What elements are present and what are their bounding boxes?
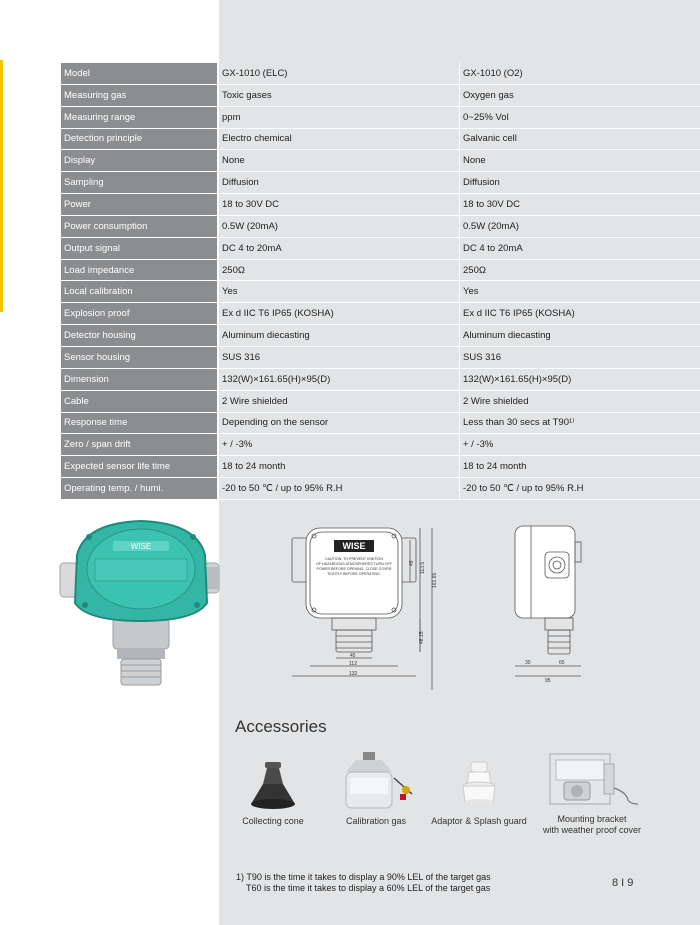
spec-value-elc: Aluminum diecasting: [218, 325, 460, 347]
dim-161-65: 161.65: [432, 572, 438, 588]
spec-label: Local calibration: [61, 281, 218, 303]
yellow-accent-bar: [0, 60, 3, 312]
dim-65: 65: [559, 660, 565, 666]
spec-value-elc: DC 4 to 20mA: [218, 237, 460, 259]
spec-value-o2: Oxygen gas: [460, 84, 700, 106]
spec-row: [61, 215, 700, 237]
page-numbers: 8 I 9: [612, 877, 634, 889]
spec-value-elc: Depending on the sensor: [218, 412, 460, 434]
caption-mounting-bracket-line-2: with weather proof cover: [542, 825, 642, 835]
spec-value-elc: Ex d IIC T6 IP65 (KOSHA): [218, 303, 460, 325]
spec-label: Operating temp. / humi.: [61, 478, 218, 500]
spec-value-elc: 132(W)×161.65(H)×95(D): [218, 368, 460, 390]
spec-value-o2: None: [460, 150, 700, 172]
spec-value-o2: -20 to 50 ℃ / up to 95% R.H: [460, 478, 700, 500]
spec-label: Zero / span drift: [61, 434, 218, 456]
dim-113-5: 113.5: [420, 561, 426, 574]
caption-adaptor-splash-guard: Adaptor & Splash guard: [431, 816, 527, 826]
spec-value-o2: Less than 30 secs at T90¹⁾: [460, 412, 700, 434]
caption-calibration-gas: Calibration gas: [345, 816, 407, 826]
collecting-cone-icon: [243, 756, 303, 812]
dim-112: 112: [349, 661, 357, 667]
spec-value-o2: 18 to 30V DC: [460, 194, 700, 216]
spec-value-elc: 0.5W (20mA): [218, 215, 460, 237]
footnote-line-2: T60 is the time it takes to display a 60% LEL of the target gas: [246, 883, 491, 893]
spec-label: Sensor housing: [61, 346, 218, 368]
mounting-bracket-icon: [542, 748, 642, 812]
spec-row: [61, 368, 700, 390]
spec-row: [61, 434, 700, 456]
dim-30: 30: [525, 660, 531, 666]
spec-label: Model: [61, 63, 218, 84]
spec-label: Load impedance: [61, 259, 218, 281]
spec-value-elc: 250Ω: [218, 259, 460, 281]
spec-label: Sampling: [61, 172, 218, 194]
caution-line-4: TIGHTLY BEFORE OPERATING.: [327, 572, 381, 576]
spec-value-elc: ppm: [218, 106, 460, 128]
dim-49: 49: [409, 560, 415, 566]
spec-value-elc: Toxic gases: [218, 84, 460, 106]
accessories-title: Accessories: [235, 717, 327, 736]
spec-row: [61, 390, 700, 412]
spec-value-o2: Aluminum diecasting: [460, 325, 700, 347]
front-dimension-drawing: [270, 518, 460, 690]
dim-48-15: 48.15: [419, 631, 425, 644]
dim-45: 45: [350, 653, 356, 659]
spec-label: Dimension: [61, 368, 218, 390]
spec-label: Display: [61, 150, 218, 172]
spec-label: Detection principle: [61, 128, 218, 150]
spec-value-o2: Diffusion: [460, 172, 700, 194]
spec-row: [61, 478, 700, 500]
spec-row: [61, 150, 700, 172]
spec-label: Detector housing: [61, 325, 218, 347]
spec-label: Explosion proof: [61, 303, 218, 325]
spec-label: Measuring range: [61, 106, 218, 128]
spec-value-o2: DC 4 to 20mA: [460, 237, 700, 259]
spec-value-elc: Yes: [218, 281, 460, 303]
spec-label: Power consumption: [61, 215, 218, 237]
spec-row: [61, 63, 700, 84]
spec-row: [61, 172, 700, 194]
dim-132: 132: [349, 671, 358, 677]
spec-value-o2: + / -3%: [460, 434, 700, 456]
spec-row: [61, 346, 700, 368]
spec-label: Cable: [61, 390, 218, 412]
spec-value-o2: Galvanic cell: [460, 128, 700, 150]
spec-value-o2: 250Ω: [460, 259, 700, 281]
spec-value-o2: 18 to 24 month: [460, 456, 700, 478]
spec-row: [61, 237, 700, 259]
caution-line-3: POWER BEFORE OPENING. CLOSE COVER: [316, 567, 392, 571]
spec-value-elc: + / -3%: [218, 434, 460, 456]
spec-row: [61, 84, 700, 106]
footnote: [236, 872, 491, 894]
spec-value-o2: 0.5W (20mA): [460, 215, 700, 237]
photo-brand-text: WISE: [130, 542, 152, 551]
spec-value-o2: Yes: [460, 281, 700, 303]
spec-value-elc: Diffusion: [218, 172, 460, 194]
spec-value-elc: Electro chemical: [218, 128, 460, 150]
accessory-calibration-gas: [321, 748, 431, 827]
spec-value-o2: GX-1010 (O2): [460, 63, 700, 84]
spec-value-elc: 18 to 30V DC: [218, 194, 460, 216]
spec-value-o2: 132(W)×161.65(H)×95(D): [460, 368, 700, 390]
dim-95: 95: [545, 678, 551, 683]
spec-value-elc: None: [218, 150, 460, 172]
accessory-mounting-bracket: [537, 748, 647, 836]
caution-line-2: OF HAZARDOUS ATMOSPHERES TURN OFF: [316, 562, 392, 566]
caption-collecting-cone: Collecting cone: [242, 816, 304, 826]
spec-value-elc: SUS 316: [218, 346, 460, 368]
spec-row: [61, 456, 700, 478]
spec-row: [61, 106, 700, 128]
side-dimension-drawing: [505, 518, 605, 683]
spec-row: [61, 128, 700, 150]
caution-line-1: CAUTION: TO PREVENT IGNITION: [325, 557, 383, 561]
spec-value-o2: SUS 316: [460, 346, 700, 368]
spec-row: [61, 281, 700, 303]
accessory-collecting-cone: [218, 756, 328, 827]
spec-label: Power: [61, 194, 218, 216]
spec-value-elc: GX-1010 (ELC): [218, 63, 460, 84]
spec-row: [61, 194, 700, 216]
spec-value-o2: 2 Wire shielded: [460, 390, 700, 412]
caption-mounting-bracket-line-1: Mounting bracket: [557, 814, 627, 824]
spec-row: [61, 412, 700, 434]
spec-value-elc: -20 to 50 ℃ / up to 95% R.H: [218, 478, 460, 500]
splash-guard-icon: [449, 756, 509, 812]
product-photo: [55, 515, 225, 690]
footnote-line-1: 1) T90 is the time it takes to display a 90% LEL of the target gas: [236, 872, 491, 882]
spec-table: [61, 63, 700, 500]
spec-value-o2: 0~25% Vol: [460, 106, 700, 128]
spec-label: Response time: [61, 412, 218, 434]
spec-label: Expected sensor life time: [61, 456, 218, 478]
spec-value-o2: Ex d IIC T6 IP65 (KOSHA): [460, 303, 700, 325]
spec-label: Measuring gas: [61, 84, 218, 106]
spec-row: [61, 325, 700, 347]
spec-row: [61, 259, 700, 281]
spec-row: [61, 303, 700, 325]
calibration-gas-icon: [326, 748, 426, 812]
drawing-brand: WISE: [342, 541, 366, 551]
accessory-adaptor-splash-guard: [424, 756, 534, 827]
spec-value-elc: 18 to 24 month: [218, 456, 460, 478]
spec-label: Output signal: [61, 237, 218, 259]
spec-value-elc: 2 Wire shielded: [218, 390, 460, 412]
